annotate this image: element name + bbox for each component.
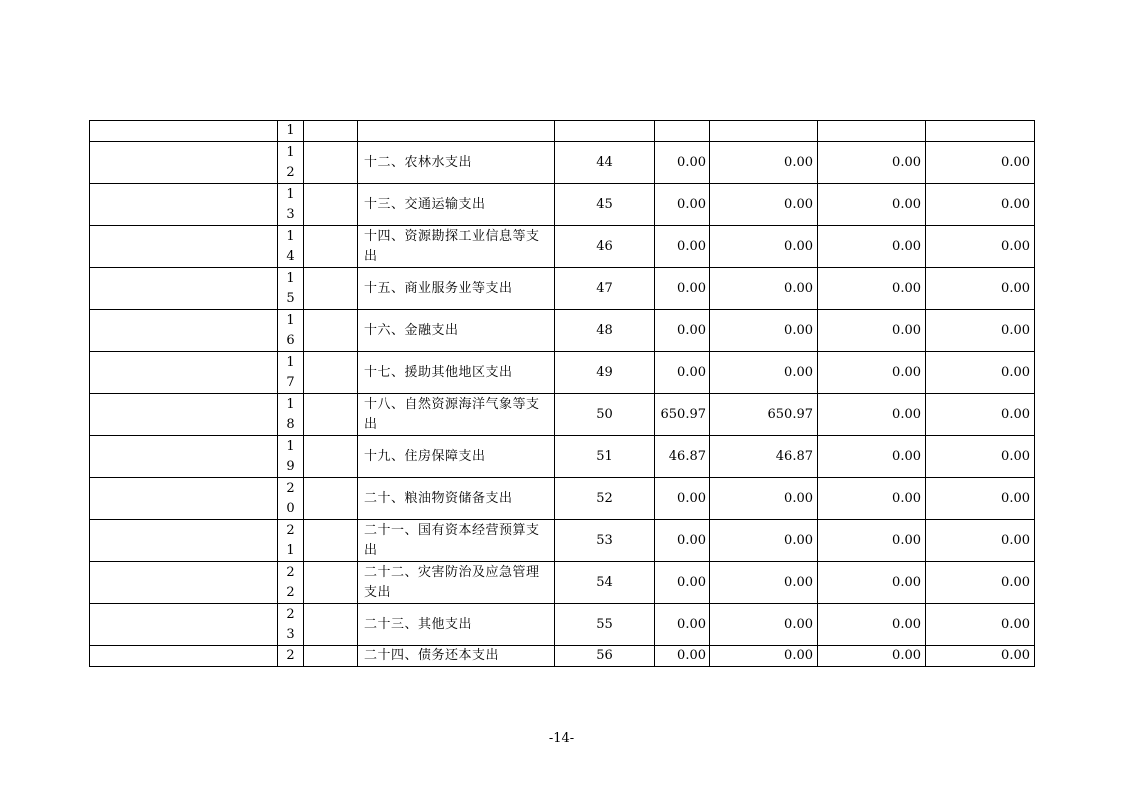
item-name: 十五、商业服务业等支出 — [364, 280, 513, 296]
fund-budget-value-cell — [818, 562, 926, 604]
total-value: 0.00 — [677, 574, 706, 590]
line-number: 47 — [596, 280, 613, 296]
row-index-digit: 2 — [286, 606, 295, 622]
line-number-cell — [555, 478, 655, 520]
blank-cell — [304, 394, 358, 436]
line-number: 50 — [596, 406, 613, 422]
state-capital-value: 0.00 — [1001, 154, 1030, 170]
fund-budget-value-cell — [818, 436, 926, 478]
general-budget-value-cell — [710, 142, 818, 184]
line-number-cell — [555, 268, 655, 310]
row-index-digit: 5 — [286, 290, 295, 306]
total-value: 0.00 — [677, 490, 706, 506]
blank-cell — [710, 121, 818, 142]
blank-cell — [304, 121, 358, 142]
row-index-digit: 8 — [286, 416, 295, 432]
fund-budget-value-cell — [818, 352, 926, 394]
fund-budget-value-cell — [818, 520, 926, 562]
line-number-cell — [555, 520, 655, 562]
blank-cell — [655, 121, 710, 142]
general-budget-value-cell — [710, 646, 818, 667]
fund-budget-value-cell — [818, 478, 926, 520]
row-index-digit: 1 — [286, 438, 295, 454]
item-name: 十六、金融支出 — [364, 322, 459, 338]
row-index-cell — [278, 184, 304, 226]
row-index-digit: 3 — [286, 206, 295, 222]
row-index-digit: 0 — [286, 500, 295, 516]
line-number: 55 — [596, 616, 613, 632]
state-capital-value-cell — [926, 394, 1035, 436]
line-number-cell — [555, 184, 655, 226]
blank-cell — [90, 121, 278, 142]
row-index-cell — [278, 121, 304, 142]
total-value: 0.00 — [677, 238, 706, 254]
row-index-digit: 4 — [286, 248, 295, 264]
line-number-cell — [555, 226, 655, 268]
blank-cell — [304, 226, 358, 268]
total-value-cell — [655, 142, 710, 184]
item-name-cell — [358, 562, 555, 604]
row-index-digit: 2 — [286, 564, 295, 580]
item-name: 十七、援助其他地区支出 — [364, 364, 513, 380]
blank-cell — [90, 604, 278, 646]
blank-cell — [304, 604, 358, 646]
page-number: -14- — [548, 731, 575, 746]
row-index-cell — [278, 562, 304, 604]
general-budget-value: 0.00 — [784, 648, 813, 663]
table-row — [90, 604, 1035, 646]
state-capital-value: 0.00 — [1001, 364, 1030, 380]
fund-budget-value: 0.00 — [892, 322, 921, 338]
fund-budget-value: 0.00 — [892, 448, 921, 464]
table-row — [90, 184, 1035, 226]
line-number-cell — [555, 394, 655, 436]
fund-budget-value: 0.00 — [892, 532, 921, 548]
state-capital-value: 0.00 — [1001, 532, 1030, 548]
table-row — [90, 436, 1035, 478]
line-number: 46 — [596, 238, 613, 254]
blank-cell — [90, 142, 278, 184]
total-value: 0.00 — [677, 196, 706, 212]
total-value: 46.87 — [668, 448, 706, 464]
general-budget-value: 0.00 — [784, 574, 813, 590]
item-name-cell — [358, 310, 555, 352]
item-name-cell — [358, 352, 555, 394]
blank-cell — [90, 352, 278, 394]
line-number-cell — [555, 562, 655, 604]
table-body — [90, 121, 1035, 667]
row-index-digit: 1 — [286, 228, 295, 244]
line-number-cell — [555, 646, 655, 667]
table-row — [90, 142, 1035, 184]
row-index-digit: 9 — [286, 458, 295, 474]
blank-cell — [304, 352, 358, 394]
item-name: 二十一、国有资本经营预算支出 — [364, 522, 540, 558]
line-number: 52 — [596, 490, 613, 506]
blank-cell — [304, 268, 358, 310]
state-capital-value: 0.00 — [1001, 238, 1030, 254]
table-row — [90, 310, 1035, 352]
item-name: 十三、交通运输支出 — [364, 196, 486, 212]
total-value: 0.00 — [677, 322, 706, 338]
item-name-cell — [358, 604, 555, 646]
state-capital-value: 0.00 — [1001, 280, 1030, 296]
general-budget-value-cell — [710, 436, 818, 478]
line-number: 56 — [596, 648, 613, 663]
line-number-cell — [555, 436, 655, 478]
item-name-cell — [358, 184, 555, 226]
blank-cell — [304, 142, 358, 184]
blank-cell — [304, 562, 358, 604]
item-name: 十九、住房保障支出 — [364, 448, 486, 464]
item-name: 十四、资源勘探工业信息等支出 — [364, 228, 540, 264]
line-number: 48 — [596, 322, 613, 338]
fund-budget-value: 0.00 — [892, 490, 921, 506]
table-row — [90, 226, 1035, 268]
line-number-cell — [555, 310, 655, 352]
fund-budget-value-cell — [818, 646, 926, 667]
blank-cell — [90, 646, 278, 667]
total-value-cell — [655, 436, 710, 478]
total-value: 0.00 — [677, 648, 706, 663]
total-value-cell — [655, 604, 710, 646]
blank-cell — [304, 520, 358, 562]
expenditure-table — [89, 120, 1035, 667]
state-capital-value-cell — [926, 268, 1035, 310]
general-budget-value-cell — [710, 478, 818, 520]
row-index: 2 — [286, 648, 295, 663]
state-capital-value-cell — [926, 226, 1035, 268]
total-value-cell — [655, 478, 710, 520]
fund-budget-value: 0.00 — [892, 616, 921, 632]
item-name-cell — [358, 478, 555, 520]
row-index-digit: 2 — [286, 480, 295, 496]
blank-cell — [304, 478, 358, 520]
state-capital-value-cell — [926, 184, 1035, 226]
blank-cell — [90, 478, 278, 520]
item-name-cell — [358, 142, 555, 184]
total-value-cell — [655, 394, 710, 436]
row-index-digit: 2 — [286, 584, 295, 600]
row-index-digit: 1 — [286, 144, 295, 160]
row-index-cell — [278, 520, 304, 562]
total-value: 650.97 — [660, 406, 706, 422]
general-budget-value: 0.00 — [784, 238, 813, 254]
general-budget-value: 0.00 — [784, 280, 813, 296]
fund-budget-value-cell — [818, 184, 926, 226]
blank-cell — [90, 268, 278, 310]
general-budget-value-cell — [710, 394, 818, 436]
fund-budget-value: 0.00 — [892, 238, 921, 254]
row-index-digit: 1 — [286, 354, 295, 370]
row-index-digit: 1 — [286, 396, 295, 412]
row-index-cell — [278, 226, 304, 268]
general-budget-value-cell — [710, 520, 818, 562]
blank-cell — [555, 121, 655, 142]
general-budget-value: 46.87 — [775, 448, 813, 464]
state-capital-value: 0.00 — [1001, 448, 1030, 464]
table-row — [90, 268, 1035, 310]
table-row — [90, 394, 1035, 436]
state-capital-value-cell — [926, 520, 1035, 562]
state-capital-value: 0.00 — [1001, 648, 1030, 663]
blank-cell — [358, 121, 555, 142]
state-capital-value-cell — [926, 604, 1035, 646]
general-budget-value: 0.00 — [784, 364, 813, 380]
blank-cell — [818, 121, 926, 142]
fund-budget-value: 0.00 — [892, 648, 921, 663]
state-capital-value: 0.00 — [1001, 406, 1030, 422]
table-row — [90, 646, 1035, 667]
fund-budget-value-cell — [818, 142, 926, 184]
table-row-top — [90, 121, 1035, 142]
row-index-cell — [278, 646, 304, 667]
table-row — [90, 562, 1035, 604]
row-index-digit: 3 — [286, 626, 295, 642]
line-number-cell — [555, 142, 655, 184]
row-index: 1 — [286, 123, 295, 138]
general-budget-value: 0.00 — [784, 196, 813, 212]
row-index-digit: 6 — [286, 332, 295, 348]
row-index-digit: 1 — [286, 542, 295, 558]
blank-cell — [90, 184, 278, 226]
row-index-digit: 1 — [286, 186, 295, 202]
state-capital-value-cell — [926, 352, 1035, 394]
fund-budget-value: 0.00 — [892, 280, 921, 296]
state-capital-value-cell — [926, 142, 1035, 184]
row-index-digit: 1 — [286, 312, 295, 328]
blank-cell — [304, 184, 358, 226]
fund-budget-value: 0.00 — [892, 574, 921, 590]
line-number-cell — [555, 604, 655, 646]
blank-cell — [90, 436, 278, 478]
row-index-digit: 1 — [286, 270, 295, 286]
state-capital-value-cell — [926, 646, 1035, 667]
fund-budget-value: 0.00 — [892, 406, 921, 422]
item-name-cell — [358, 646, 555, 667]
blank-cell — [304, 436, 358, 478]
row-index-digit: 2 — [286, 522, 295, 538]
item-name-cell — [358, 226, 555, 268]
row-index-cell — [278, 478, 304, 520]
state-capital-value-cell — [926, 478, 1035, 520]
general-budget-value: 0.00 — [784, 490, 813, 506]
blank-cell — [90, 310, 278, 352]
table-row — [90, 520, 1035, 562]
general-budget-value-cell — [710, 268, 818, 310]
total-value-cell — [655, 268, 710, 310]
row-index-cell — [278, 310, 304, 352]
row-index-digit: 2 — [286, 164, 295, 180]
fund-budget-value-cell — [818, 310, 926, 352]
total-value: 0.00 — [677, 616, 706, 632]
total-value-cell — [655, 310, 710, 352]
state-capital-value-cell — [926, 436, 1035, 478]
fund-budget-value-cell — [818, 604, 926, 646]
blank-cell — [304, 646, 358, 667]
general-budget-value: 0.00 — [784, 532, 813, 548]
total-value-cell — [655, 646, 710, 667]
row-index-cell — [278, 436, 304, 478]
blank-cell — [90, 520, 278, 562]
item-name-cell — [358, 520, 555, 562]
line-number: 45 — [596, 196, 613, 212]
blank-cell — [90, 226, 278, 268]
total-value-cell — [655, 562, 710, 604]
state-capital-value: 0.00 — [1001, 322, 1030, 338]
row-index-cell — [278, 352, 304, 394]
total-value: 0.00 — [677, 280, 706, 296]
item-name-cell — [358, 436, 555, 478]
general-budget-value: 650.97 — [767, 406, 813, 422]
general-budget-value: 0.00 — [784, 616, 813, 632]
item-name: 二十四、债务还本支出 — [364, 648, 500, 663]
item-name: 二十、粮油物资储备支出 — [364, 490, 513, 506]
line-number: 53 — [596, 532, 613, 548]
general-budget-value-cell — [710, 226, 818, 268]
row-index-cell — [278, 394, 304, 436]
table-row — [90, 478, 1035, 520]
total-value: 0.00 — [677, 154, 706, 170]
total-value: 0.00 — [677, 364, 706, 380]
total-value-cell — [655, 352, 710, 394]
fund-budget-value: 0.00 — [892, 154, 921, 170]
general-budget-value-cell — [710, 562, 818, 604]
general-budget-value-cell — [710, 352, 818, 394]
item-name: 二十三、其他支出 — [364, 616, 473, 632]
fund-budget-value-cell — [818, 268, 926, 310]
state-capital-value: 0.00 — [1001, 574, 1030, 590]
total-value: 0.00 — [677, 532, 706, 548]
state-capital-value: 0.00 — [1001, 490, 1030, 506]
line-number-cell — [555, 352, 655, 394]
row-index-cell — [278, 142, 304, 184]
fund-budget-value-cell — [818, 394, 926, 436]
general-budget-value: 0.00 — [784, 322, 813, 338]
blank-cell — [90, 562, 278, 604]
fund-budget-value: 0.00 — [892, 364, 921, 380]
general-budget-value: 0.00 — [784, 154, 813, 170]
total-value-cell — [655, 226, 710, 268]
item-name: 十八、自然资源海洋气象等支出 — [364, 396, 540, 432]
table-row — [90, 352, 1035, 394]
total-value-cell — [655, 184, 710, 226]
item-name: 二十二、灾害防治及应急管理支出 — [364, 564, 540, 600]
state-capital-value: 0.00 — [1001, 196, 1030, 212]
item-name-cell — [358, 394, 555, 436]
row-index-digit: 7 — [286, 374, 295, 390]
general-budget-value-cell — [710, 184, 818, 226]
general-budget-value-cell — [710, 310, 818, 352]
row-index-cell — [278, 268, 304, 310]
state-capital-value: 0.00 — [1001, 616, 1030, 632]
line-number: 54 — [596, 574, 613, 590]
item-name-cell — [358, 268, 555, 310]
row-index-cell — [278, 604, 304, 646]
line-number: 49 — [596, 364, 613, 380]
fund-budget-value-cell — [818, 226, 926, 268]
state-capital-value-cell — [926, 562, 1035, 604]
general-budget-value-cell — [710, 604, 818, 646]
item-name: 十二、农林水支出 — [364, 154, 473, 170]
line-number: 44 — [596, 154, 613, 170]
state-capital-value-cell — [926, 310, 1035, 352]
blank-cell — [304, 310, 358, 352]
fund-budget-value: 0.00 — [892, 196, 921, 212]
blank-cell — [926, 121, 1035, 142]
line-number: 51 — [596, 448, 613, 464]
total-value-cell — [655, 520, 710, 562]
blank-cell — [90, 394, 278, 436]
